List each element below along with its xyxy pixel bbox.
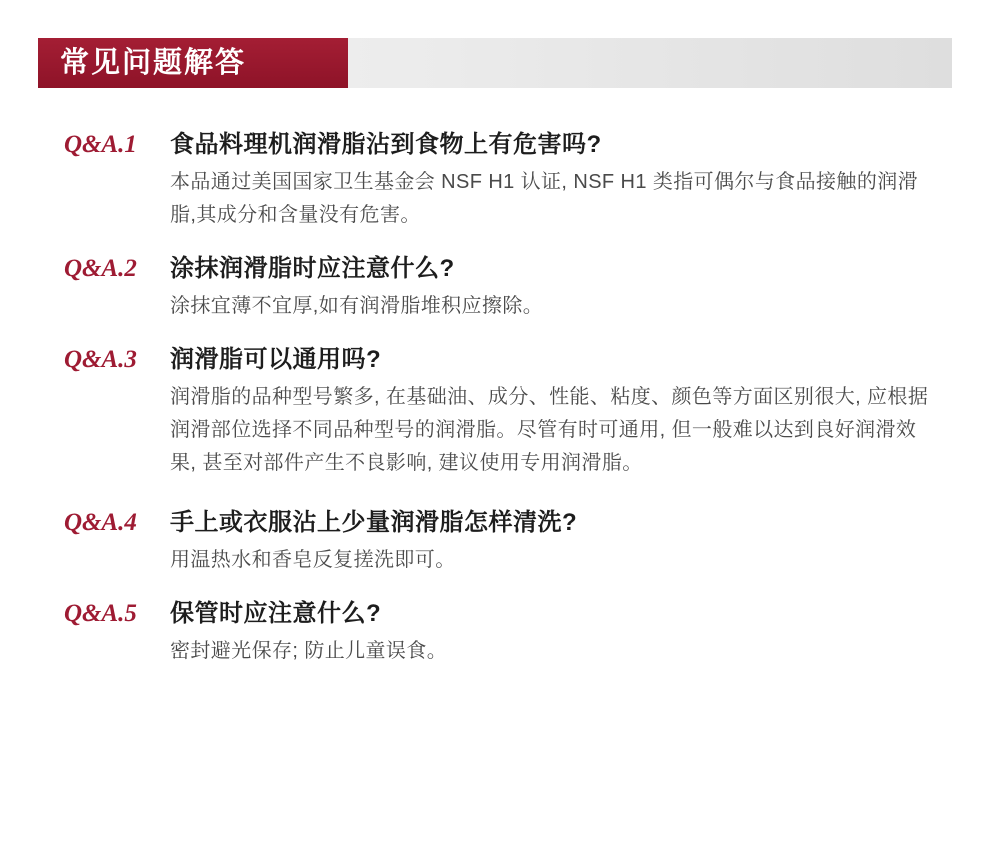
faq-item [38,252,952,323]
faq-body [170,252,952,323]
faq-label: Q&A.1 [64,131,137,158]
faq-item [38,128,952,232]
faq-body [170,506,952,577]
faq-label: Q&A.2 [64,255,137,282]
header-gradient-fill [348,38,952,88]
faq-answer: 本品通过美国国家卫生基金会 NSF H1 认证, NSF H1 类指可偶尔与食品接触的润滑脂,其成分和含量没有危害。 [170,171,919,226]
page-title: 常见问题解答 [60,46,247,79]
faq-question: 手上或衣服沾上少量润滑脂怎样清洗? [170,509,578,536]
section-header-banner [38,38,952,88]
faq-item [38,597,952,668]
faq-body [170,128,952,232]
faq-label: Q&A.4 [64,509,137,536]
faq-question: 食品料理机润滑脂沾到食物上有危害吗? [170,131,602,158]
faq-label: Q&A.5 [64,600,137,627]
faq-list [38,128,952,688]
faq-body [170,597,952,668]
faq-answer: 润滑脂的品种型号繁多, 在基础油、成分、性能、粘度、颜色等方面区别很大, 应根据润滑部位选择不同品种型号的润滑脂。尽管有时可通用, 但一般难以达到良好润滑效果, 甚至对部件产生不良影响, 建议使用专用润滑脂。 [170,386,929,474]
faq-item [38,506,952,577]
faq-question: 涂抹润滑脂时应注意什么? [170,255,455,282]
faq-question: 保管时应注意什么? [170,600,382,627]
faq-label: Q&A.3 [64,346,137,373]
faq-item [38,343,952,480]
faq-answer: 密封避光保存; 防止儿童误食。 [170,640,448,662]
faq-answer: 用温热水和香皂反复搓洗即可。 [170,549,456,571]
header-title-tab [38,38,348,88]
faq-question: 润滑脂可以通用吗? [170,346,382,373]
faq-body [170,343,952,480]
faq-answer: 涂抹宜薄不宜厚,如有润滑脂堆积应擦除。 [170,295,544,317]
